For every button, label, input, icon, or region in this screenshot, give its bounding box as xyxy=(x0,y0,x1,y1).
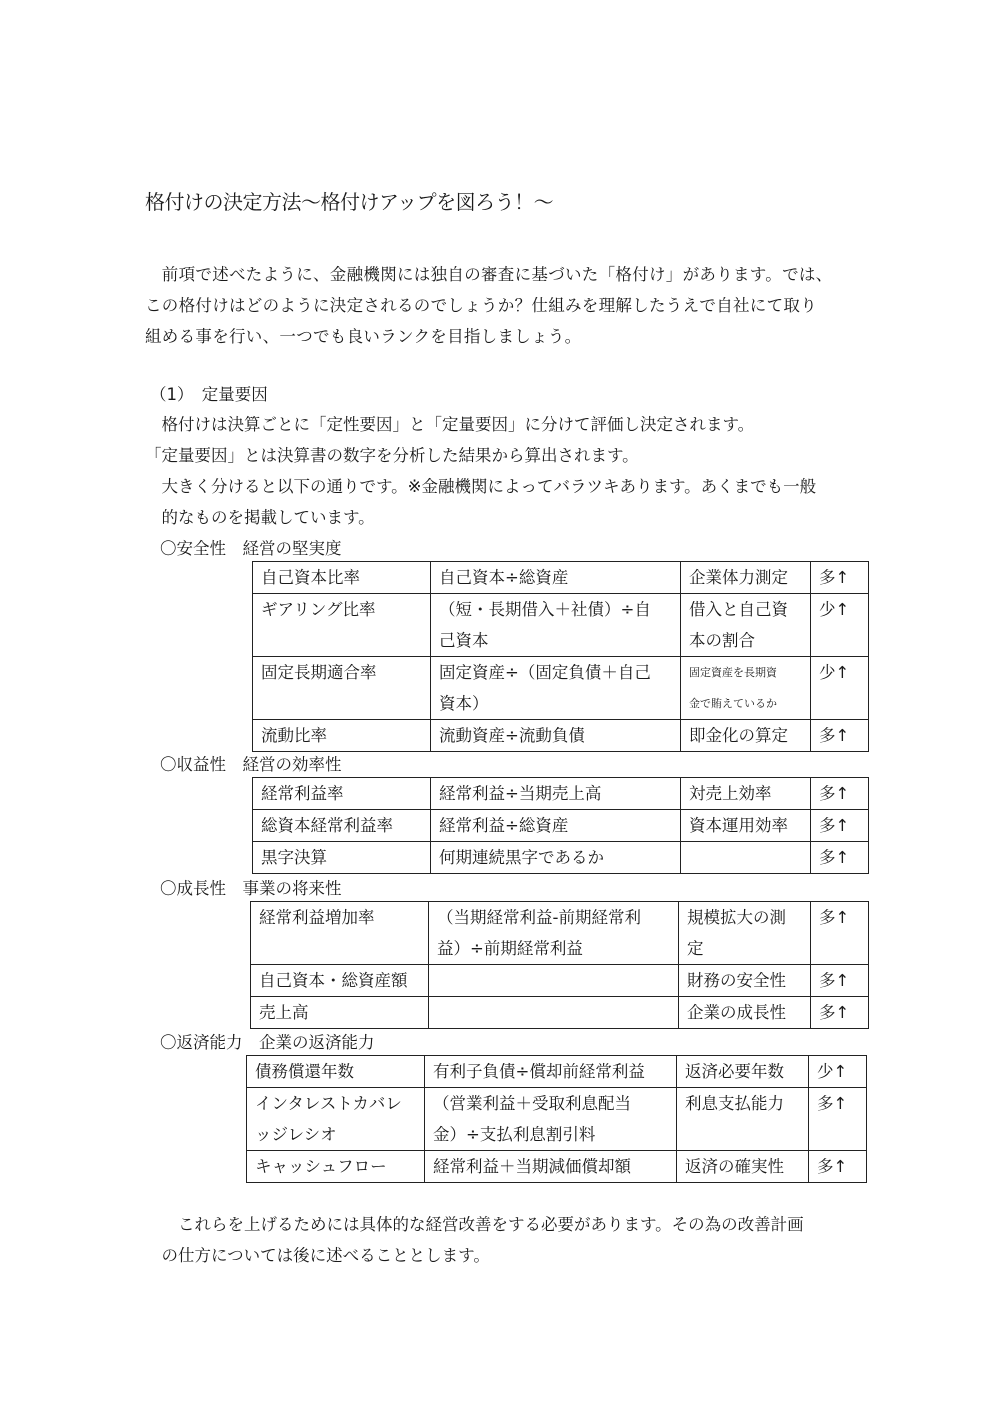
cell-line: 経常利益率 xyxy=(261,784,344,803)
cell-line: 多↑ xyxy=(819,568,850,587)
cell-line: 経常利益÷総資産 xyxy=(439,816,569,835)
closing-line: の仕方については後に述べることとします。 xyxy=(145,1246,490,1265)
cell-line: 金で賄えているか xyxy=(689,697,777,710)
cell-line: 財務の安全性 xyxy=(687,971,786,990)
cell-line: 返済の確実性 xyxy=(685,1157,784,1176)
meaning-cell xyxy=(681,778,811,810)
cell-line: 有利子負債÷償却前経常利益 xyxy=(433,1062,645,1081)
cell-line: 経常利益÷当期売上高 xyxy=(439,784,602,803)
cell-line: ギアリング比率 xyxy=(261,600,376,619)
meaning-cell xyxy=(677,1088,809,1151)
cell-line: 定 xyxy=(687,939,704,958)
category-heading: 〇収益性 経営の効率性 xyxy=(160,755,342,774)
cell-line: （当期経常利益-前期経常利 xyxy=(437,908,641,927)
cell-line: 固定資産を長期資 xyxy=(689,666,777,679)
cell-line: 固定長期適合率 xyxy=(261,663,377,682)
table-row xyxy=(247,1088,867,1151)
body-line: 格付けは決算ごとに「定性要因」と「定量要因」に分けて評価し決定されます。 xyxy=(145,415,755,434)
meaning-cell xyxy=(681,720,811,752)
table-row xyxy=(253,594,869,657)
cell-line: 益）÷前期経常利益 xyxy=(437,939,583,958)
cell-line: 企業の成長性 xyxy=(687,1003,786,1022)
formula-cell xyxy=(429,965,679,997)
meaning-cell xyxy=(679,902,811,965)
indicator-cell xyxy=(253,562,431,594)
table-row xyxy=(251,997,869,1029)
indicator-cell xyxy=(253,842,431,874)
indicator-cell xyxy=(253,720,431,752)
cell-line: 流動資産÷流動負債 xyxy=(439,726,585,745)
formula-cell xyxy=(431,778,681,810)
direction-cell xyxy=(809,1056,867,1088)
body-line: 的なものを掲載しています。 xyxy=(145,508,375,527)
cell-line: 多↑ xyxy=(819,971,850,990)
cell-line: 規模拡大の測 xyxy=(687,908,786,927)
cell-line: 本の割合 xyxy=(689,631,755,650)
formula-cell xyxy=(425,1088,677,1151)
table-row xyxy=(253,657,869,720)
cell-line: 流動比率 xyxy=(261,726,327,745)
cell-line: （営業利益＋受取利息配当 xyxy=(433,1094,631,1113)
cell-line: キャッシュフロー xyxy=(255,1157,387,1176)
section-heading: （1） 定量要因 xyxy=(150,385,268,404)
cell-line: 多↑ xyxy=(819,726,850,745)
cell-line: インタレストカバレ xyxy=(255,1094,402,1113)
meaning-cell xyxy=(681,657,811,720)
ratio-table xyxy=(246,1055,867,1183)
closing-line: これらを上げるためには具体的な経営改善をする必要があります。その為の改善計画 xyxy=(145,1215,804,1234)
cell-line: 自己資本・総資産額 xyxy=(259,971,408,990)
cell-line: 固定資産÷（固定負債＋自己 xyxy=(439,663,651,682)
direction-cell xyxy=(811,810,869,842)
ratio-table xyxy=(252,777,869,874)
cell-line: 自己資本比率 xyxy=(261,568,360,587)
ratio-table xyxy=(250,901,869,1029)
cell-line: 対売上効率 xyxy=(689,784,772,803)
table-row xyxy=(253,778,869,810)
direction-cell xyxy=(811,594,869,657)
direction-cell xyxy=(811,965,869,997)
indicator-cell xyxy=(247,1151,425,1183)
indicator-cell xyxy=(253,657,431,720)
category-heading: 〇成長性 事業の将来性 xyxy=(160,879,342,898)
cell-line: 黒字決算 xyxy=(261,848,327,867)
cell-line: 利息支払能力 xyxy=(685,1094,784,1113)
formula-cell xyxy=(431,594,681,657)
ratio-table xyxy=(252,561,869,752)
meaning-cell xyxy=(681,810,811,842)
formula-cell xyxy=(429,902,679,965)
cell-line: 何期連続黒字であるか xyxy=(439,848,604,867)
direction-cell xyxy=(811,842,869,874)
table-row xyxy=(247,1151,867,1183)
cell-line: 多↑ xyxy=(817,1157,848,1176)
intro-line: 組める事を行い、一つでも良いランクを目指しましょう。 xyxy=(145,327,582,346)
indicator-cell xyxy=(251,965,429,997)
cell-line: 企業体力測定 xyxy=(689,568,788,587)
direction-cell xyxy=(811,720,869,752)
cell-line: 少↑ xyxy=(819,600,850,619)
indicator-cell xyxy=(251,902,429,965)
formula-cell xyxy=(425,1056,677,1088)
category-heading: 〇返済能力 企業の返済能力 xyxy=(160,1033,375,1052)
cell-line: 金）÷支払利息割引料 xyxy=(433,1125,596,1144)
page-title: 格付けの決定方法～格付けアップを図ろう！～ xyxy=(145,190,554,214)
formula-cell xyxy=(425,1151,677,1183)
cell-line: 己資本 xyxy=(439,631,489,650)
table-row xyxy=(251,965,869,997)
cell-line: 多↑ xyxy=(819,784,850,803)
table-row xyxy=(251,902,869,965)
cell-line: 多↑ xyxy=(819,1003,850,1022)
cell-line: 債務償還年数 xyxy=(255,1062,354,1081)
direction-cell xyxy=(811,657,869,720)
meaning-cell xyxy=(681,842,811,874)
cell-line: 多↑ xyxy=(819,816,850,835)
formula-cell xyxy=(431,810,681,842)
meaning-cell xyxy=(681,594,811,657)
section-body xyxy=(145,409,816,533)
formula-cell xyxy=(431,842,681,874)
cell-line: 資本） xyxy=(439,694,489,713)
indicator-cell xyxy=(253,810,431,842)
indicator-cell xyxy=(253,594,431,657)
direction-cell xyxy=(809,1088,867,1151)
cell-line: 資本運用効率 xyxy=(689,816,788,835)
table-row xyxy=(253,720,869,752)
cell-line: 少↑ xyxy=(817,1062,848,1081)
direction-cell xyxy=(809,1151,867,1183)
body-line: 大きく分けると以下の通りです。※金融機関によってバラツキあります。あくまでも一般 xyxy=(145,477,817,496)
cell-line: 多↑ xyxy=(817,1094,848,1113)
meaning-cell xyxy=(677,1056,809,1088)
body-line: 「定量要因」とは決算書の数字を分析した結果から算出されます。 xyxy=(145,446,639,465)
cell-line: 経常利益増加率 xyxy=(259,908,375,927)
direction-cell xyxy=(811,778,869,810)
table-row xyxy=(253,562,869,594)
formula-cell xyxy=(431,720,681,752)
cell-line: 経常利益＋当期減価償却額 xyxy=(433,1157,631,1176)
indicator-cell xyxy=(251,997,429,1029)
category-heading: 〇安全性 経営の堅実度 xyxy=(160,539,342,558)
closing-paragraph xyxy=(145,1209,804,1271)
table-row xyxy=(247,1056,867,1088)
cell-line: 返済必要年数 xyxy=(685,1062,784,1081)
cell-line: 借入と自己資 xyxy=(689,600,788,619)
indicator-cell xyxy=(247,1056,425,1088)
cell-line: 自己資本÷総資産 xyxy=(439,568,569,587)
meaning-cell xyxy=(679,965,811,997)
cell-line: 総資本経常利益率 xyxy=(261,816,393,835)
intro-line: 前項で述べたように、金融機関には独自の審査に基づいた「格付け」があります。では、 xyxy=(145,265,833,284)
intro-paragraph xyxy=(145,259,832,352)
cell-line: ッジレシオ xyxy=(255,1125,337,1144)
cell-line: 少↑ xyxy=(819,663,850,682)
meaning-cell xyxy=(677,1151,809,1183)
cell-line: 即金化の算定 xyxy=(689,726,788,745)
meaning-cell xyxy=(679,997,811,1029)
indicator-cell xyxy=(253,778,431,810)
direction-cell xyxy=(811,997,869,1029)
cell-line: 多↑ xyxy=(819,908,850,927)
formula-cell xyxy=(431,657,681,720)
formula-cell xyxy=(429,997,679,1029)
formula-cell xyxy=(431,562,681,594)
direction-cell xyxy=(811,902,869,965)
cell-line: 売上高 xyxy=(259,1003,309,1022)
intro-line: この格付けはどのように決定されるのでしょうか？仕組みを理解したうえで自社にて取り xyxy=(145,296,817,315)
meaning-cell xyxy=(681,562,811,594)
cell-line: 多↑ xyxy=(819,848,850,867)
indicator-cell xyxy=(247,1088,425,1151)
table-row xyxy=(253,842,869,874)
cell-line: （短・長期借入＋社債）÷自 xyxy=(439,600,651,619)
direction-cell xyxy=(811,562,869,594)
table-row xyxy=(253,810,869,842)
